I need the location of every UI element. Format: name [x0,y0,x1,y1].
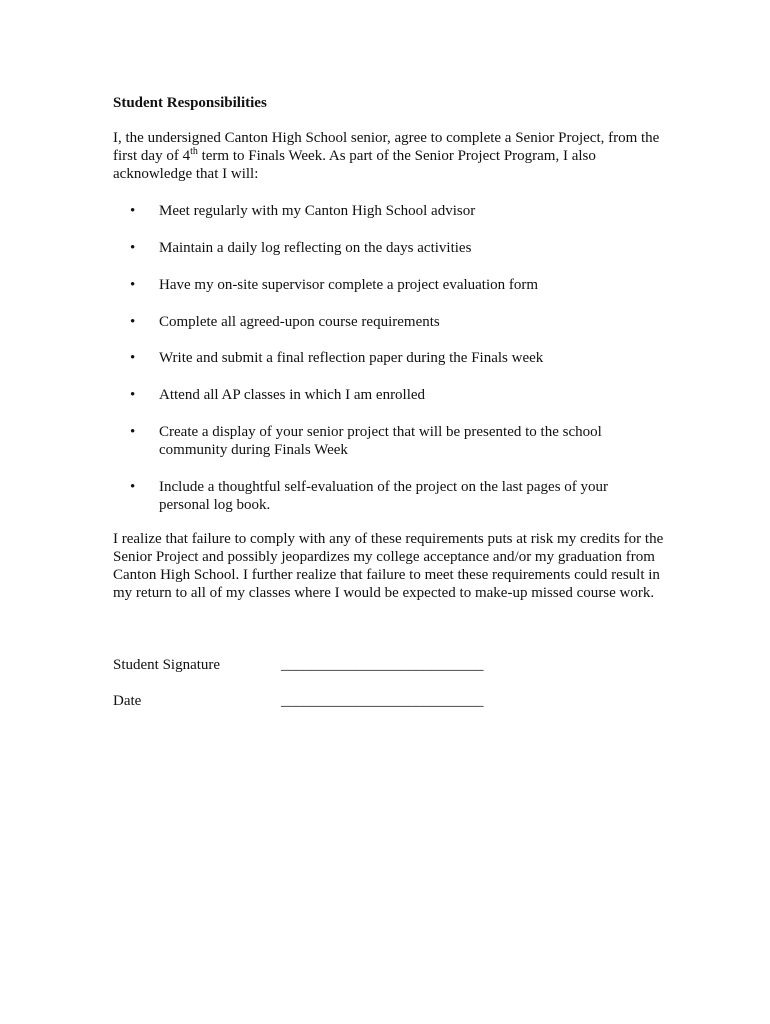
list-item-text: Meet regularly with my Canton High School advisor [159,203,476,219]
intro-text-part2: term to Finals Week. As part of the Senior Project Program, I also acknowledge that I will: [113,148,596,182]
page-title: Student Responsibilities [113,95,267,111]
date-label: Date [113,693,142,709]
list-item-text: Complete all agreed-upon course requirements [159,314,440,330]
intro-paragraph [113,129,673,183]
bullet-icon: • [130,479,136,495]
list-item-text: Write and submit a final reflection paper during the Finals week [159,350,544,366]
list-item-text: Include a thoughtful self-evaluation of the project on the last pages of your personal log book. [159,479,609,513]
list-item-text: Attend all AP classes in which I am enrolled [159,387,426,403]
bullet-icon: • [130,350,136,366]
intro-text-part1: I, the undersigned Canton High School senior, agree to complete a Senior Project, from the first day of 4 [113,130,660,164]
list-item-text: Maintain a daily log reflecting on the days activities [159,240,472,256]
intro-superscript: th [190,146,198,157]
date-row [113,692,513,714]
list-item-text: Have my on-site supervisor complete a project evaluation form [159,277,539,293]
bullet-icon: • [130,387,136,403]
bullet-icon: • [130,277,136,293]
student-signature-field[interactable]: ___________________________ [281,657,484,673]
bullet-icon: • [130,240,136,256]
student-signature-label: Student Signature [113,657,221,673]
closing-paragraph: I realize that failure to comply with any of these requirements puts at risk my credits for the Senior Project and possibly jeopardizes my college acceptance and/or my graduation from Canton High School. I further realize that failure to meet these requirements could result in my return to all of my classes where I would be expected to make-up missed course work. [113,531,664,601]
date-field[interactable]: ___________________________ [281,693,484,709]
bullet-icon: • [130,203,136,219]
bullet-icon: • [130,314,136,330]
bullet-icon: • [130,424,136,440]
list-item-text: Create a display of your senior project that will be presented to the school community during Finals Week [159,424,602,458]
student-signature-row [113,656,513,678]
